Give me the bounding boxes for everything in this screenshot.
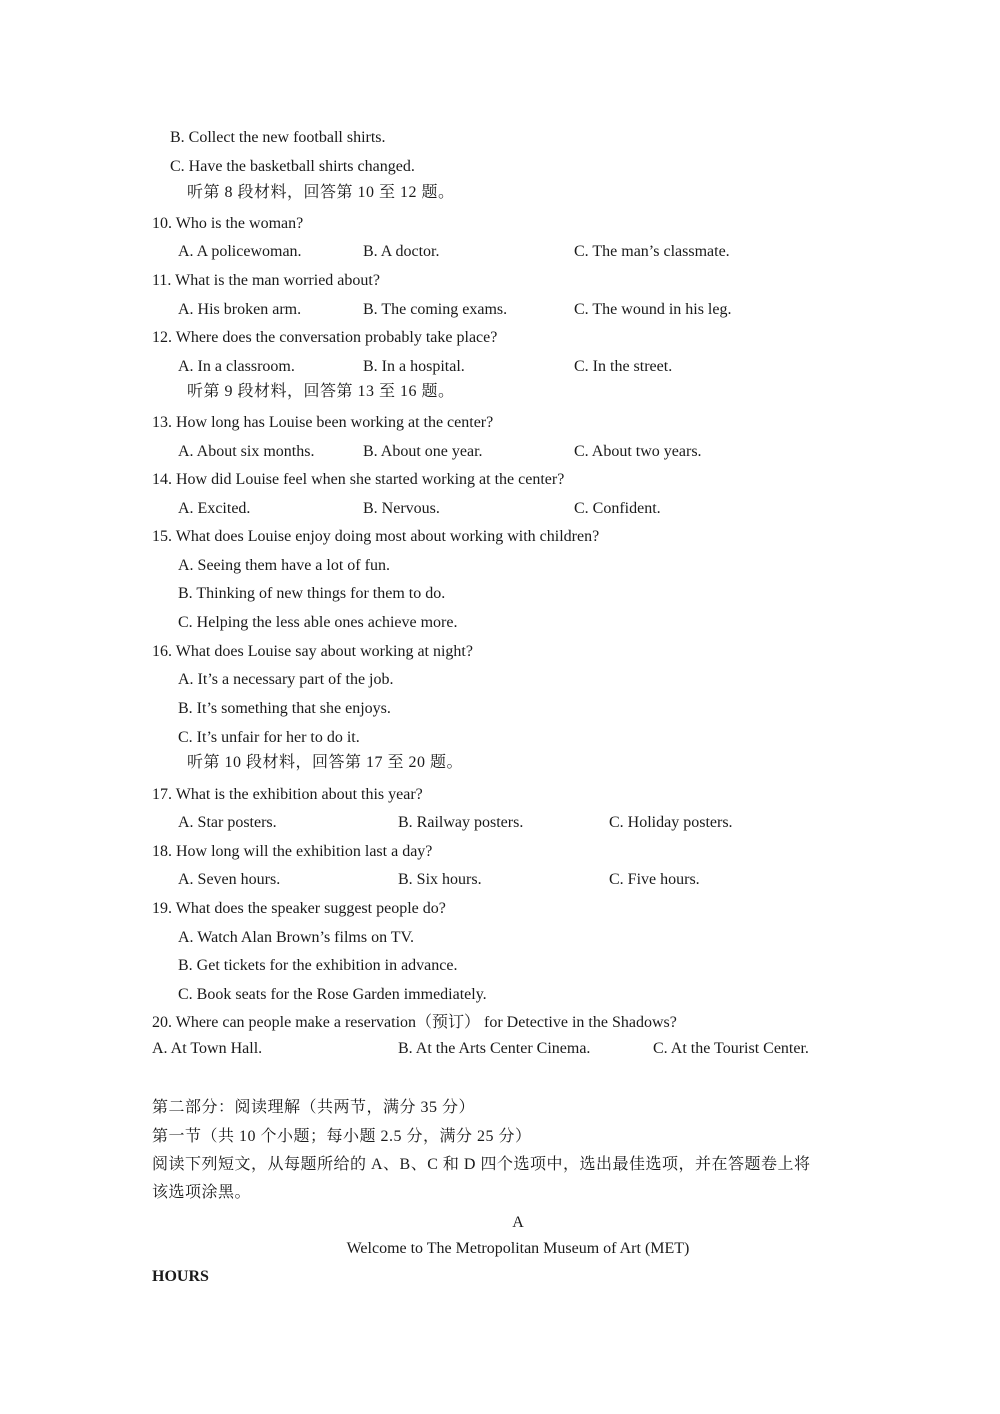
q15-option-b: B. Thinking of new things for them to do. [178, 585, 446, 602]
q14-option-c: C. Confident. [574, 500, 661, 517]
section-instruction-8: 听第 8 段材料，回答第 10 至 12 题。 [187, 184, 455, 201]
q11-option-a: A. His broken arm. [178, 301, 302, 318]
q15-option-a: A. Seeing them have a lot of fun. [178, 557, 390, 574]
question-20: 20. Where can people make a reservation（预订） for Detective in the Shadows? [152, 1014, 677, 1031]
option-b-q9: B. Collect the new football shirts. [170, 129, 386, 146]
q19-option-b: B. Get tickets for the exhibition in advance. [178, 957, 458, 974]
section-instruction-10: 听第 10 段材料，回答第 17 至 20 题。 [187, 754, 464, 771]
q10-option-a: A. A policewoman. [178, 243, 302, 260]
part2-instruction-line1: 阅读下列短文，从每题所给的 A、B、C 和 D 四个选项中，选出最佳选项，并在答题卷上将 [152, 1156, 811, 1173]
question-17: 17. What is the exhibition about this year? [152, 786, 423, 803]
q17-option-a: A. Star posters. [178, 814, 277, 831]
question-14: 14. How did Louise feel when she started working at the center? [152, 471, 565, 488]
part2-section1-heading: 第一节（共 10 个小题；每小题 2.5 分，满分 25 分） [152, 1128, 532, 1145]
question-10: 10. Who is the woman? [152, 215, 304, 232]
q10-option-b: B. A doctor. [363, 243, 440, 260]
section-instruction-9: 听第 9 段材料，回答第 13 至 16 题。 [187, 383, 455, 400]
q13-option-a: A. About six months. [178, 443, 315, 460]
q19-option-a: A. Watch Alan Brown’s films on TV. [178, 929, 415, 946]
part2-instruction-line2: 该选项涂黑。 [152, 1184, 252, 1201]
q11-option-b: B. The coming exams. [363, 301, 508, 318]
question-12: 12. Where does the conversation probably take place? [152, 329, 498, 346]
q16-option-b: B. It’s something that she enjoys. [178, 700, 391, 717]
q18-option-b: B. Six hours. [398, 871, 482, 888]
q12-option-b: B. In a hospital. [363, 358, 465, 375]
q12-option-c: C. In the street. [574, 358, 673, 375]
question-18: 18. How long will the exhibition last a day? [152, 843, 433, 860]
part2-heading: 第二部分：阅读理解（共两节，满分 35 分） [152, 1099, 476, 1116]
q18-option-a: A. Seven hours. [178, 871, 281, 888]
q10-option-c: C. The man’s classmate. [574, 243, 730, 260]
q13-option-c: C. About two years. [574, 443, 702, 460]
q19-option-c: C. Book seats for the Rose Garden immediately. [178, 986, 487, 1003]
option-c-q9: C. Have the basketball shirts changed. [170, 158, 415, 175]
passage-title: Welcome to The Metropolitan Museum of Art (MET) [346, 1240, 690, 1257]
question-19: 19. What does the speaker suggest people do? [152, 900, 446, 917]
passage-label: A [512, 1214, 524, 1231]
q13-option-b: B. About one year. [363, 443, 483, 460]
q15-option-c: C. Helping the less able ones achieve more. [178, 614, 458, 631]
question-15: 15. What does Louise enjoy doing most about working with children? [152, 528, 600, 545]
question-11: 11. What is the man worried about? [152, 272, 380, 289]
q12-option-a: A. In a classroom. [178, 358, 295, 375]
q18-option-c: C. Five hours. [609, 871, 700, 888]
q17-option-b: B. Railway posters. [398, 814, 524, 831]
q11-option-c: C. The wound in his leg. [574, 301, 732, 318]
q17-option-c: C. Holiday posters. [609, 814, 733, 831]
q16-option-c: C. It’s unfair for her to do it. [178, 729, 360, 746]
q14-option-a: A. Excited. [178, 500, 251, 517]
q20-option-c: C. At the Tourist Center. [653, 1040, 809, 1057]
q14-option-b: B. Nervous. [363, 500, 440, 517]
question-13: 13. How long has Louise been working at the center? [152, 414, 494, 431]
q20-option-a: A. At Town Hall. [152, 1040, 263, 1057]
q20-option-b: B. At the Arts Center Cinema. [398, 1040, 591, 1057]
q16-option-a: A. It’s a necessary part of the job. [178, 671, 394, 688]
hours-heading: HOURS [152, 1268, 209, 1285]
question-16: 16. What does Louise say about working at night? [152, 643, 473, 660]
